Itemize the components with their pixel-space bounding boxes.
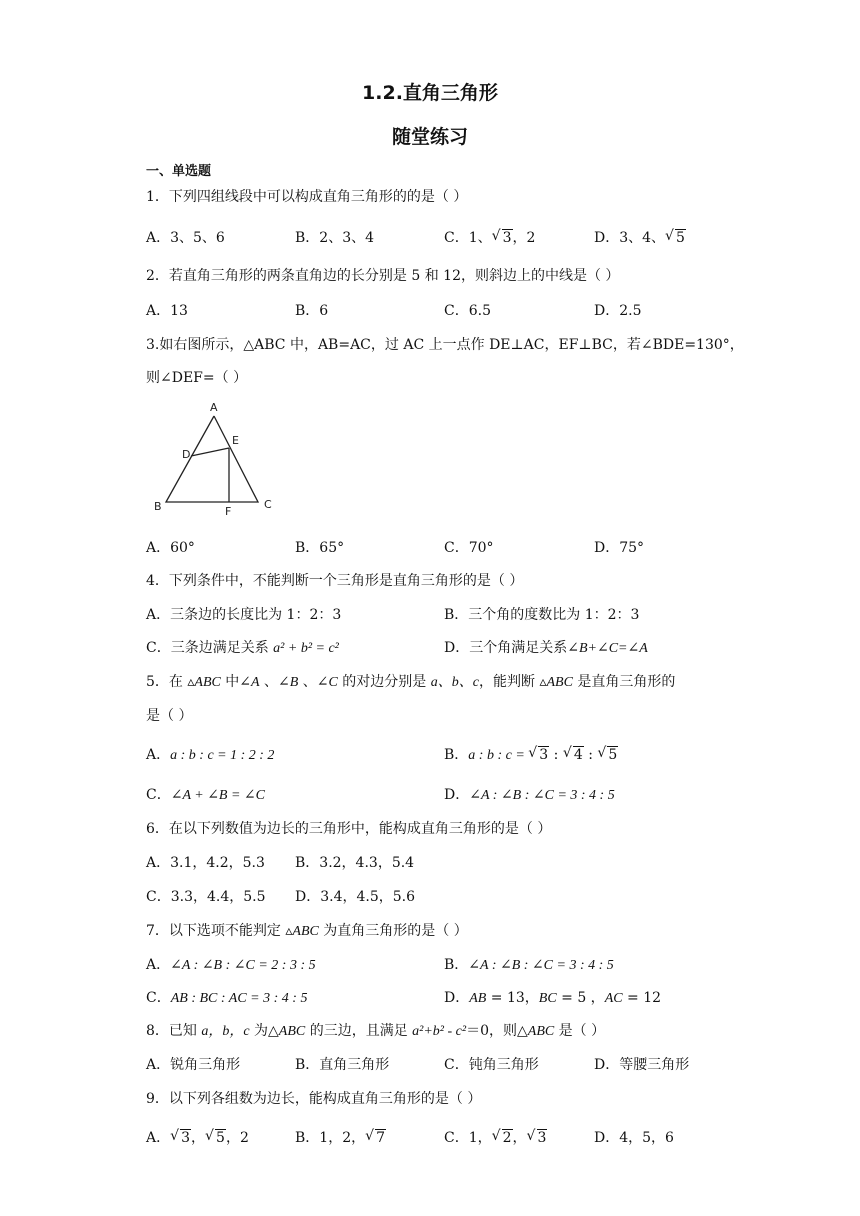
q4-option-c: C．三条边满足关系 a² + b² = c² (146, 640, 339, 656)
page-subtitle: 随堂练习 (391, 126, 468, 148)
q5-option-d: D．∠A : ∠B : ∠C = 3 : 4 : 5 (444, 787, 615, 803)
q1-option-b: B．2、3、4 (295, 230, 375, 246)
q3-option-c: C．70° (444, 540, 494, 556)
segment-de (191, 448, 229, 456)
question-5-stem-line1: 5．在 ▵ABC 中∠A 、∠B 、∠C 的对边分别是 a、b、c，能判断 ▵ABC 是直角三角形的 (146, 674, 676, 690)
q1-option-a: A．3、5、6 (146, 230, 225, 246)
q2-option-d: D．2.5 (594, 303, 642, 319)
q1-option-d: D．3、4、√ 5 (594, 227, 686, 247)
question-3-stem-line1: 3.如右图所示，△ABC 中，AB=AC，过 AC 上一点作 DE⊥AC，EF⊥BC，若∠BDE=130°， (146, 337, 744, 353)
question-1-stem: 1．下列四组线段中可以构成直角三角形的的是（ ） (146, 189, 468, 205)
q1-option-c: C．1、√ 3，2 (444, 227, 535, 247)
label-f: F (225, 505, 232, 516)
question-6-stem: 6．在以下列数值为边长的三角形中，能构成直角三角形的是（ ） (146, 821, 552, 837)
q9-option-a: A．√ 3，√ 5，2 (146, 1127, 249, 1147)
q8-option-d: D．等腰三角形 (594, 1057, 690, 1073)
q4-option-d: D．三个角满足关系∠B+∠C=∠A (444, 640, 648, 656)
q7-option-c: C．AB : BC : AC = 3 : 4 : 5 (146, 990, 308, 1006)
question-5-stem-line2: 是（ ） (146, 708, 193, 724)
triangle-figure (148, 398, 278, 516)
q5-option-b: B．a : b : c = √ 3 : √ 4 : √ 5 (444, 744, 618, 764)
q7-option-d: D．AB = 13，BC = 5 ，AC = 12 (444, 990, 662, 1006)
q6-option-b: B．3.2，4.3，5.4 (295, 855, 415, 871)
q3-option-b: B．65° (295, 540, 345, 556)
q6-option-d: D．3.4，4.5，5.6 (295, 889, 416, 905)
triangle-abc (166, 416, 258, 502)
q9-option-b: B．1，2，√ 7 (295, 1127, 386, 1147)
q7-option-b: B．∠A : ∠B : ∠C = 3 : 4 : 5 (444, 957, 614, 973)
q5-option-a: A．a : b : c = 1 : 2 : 2 (146, 747, 275, 763)
q4-option-b: B．三个角的度数比为 1：2：3 (444, 607, 640, 623)
q2-option-c: C．6.5 (444, 303, 491, 319)
sqrt-symbol: √ 5 (665, 230, 686, 246)
label-c: C (264, 498, 272, 511)
section-heading: 一、单选题 (146, 164, 212, 179)
label-d: D (182, 448, 191, 461)
question-8-stem: 8．已知 a，b，c 为△ABC 的三边，且满足 a²+b² - c²＝0，则△ABC 是（ ） (146, 1023, 606, 1039)
q3-option-d: D．75° (594, 540, 645, 556)
page-title: 1.2.直角三角形 (362, 82, 498, 104)
q2-option-b: B．6 (295, 303, 329, 319)
q6-option-c: C．3.3，4.4，5.5 (146, 889, 266, 905)
question-2-stem: 2．若直角三角形的两条直角边的长分别是 5 和 12，则斜边上的中线是（ ） (146, 268, 620, 284)
q7-option-a: A．∠A : ∠B : ∠C = 2 : 3 : 5 (146, 957, 316, 973)
q9-option-d: D．4，5，6 (594, 1130, 674, 1146)
q8-option-b: B．直角三角形 (295, 1057, 390, 1073)
sqrt-symbol: √ 3 (492, 230, 513, 246)
q9-option-c: C．1，√ 2，√ 3 (444, 1127, 547, 1147)
label-b: B (154, 500, 162, 513)
q3-option-a: A．60° (146, 540, 195, 556)
question-9-stem: 9．以下列各组数为边长，能构成直角三角形的是（ ） (146, 1091, 482, 1107)
label-e: E (232, 434, 239, 447)
label-a: A (210, 401, 218, 414)
q2-option-a: A．13 (146, 303, 188, 319)
question-4-stem: 4．下列条件中，不能判断一个三角形是直角三角形的是（ ） (146, 573, 524, 589)
q6-option-a: A．3.1，4.2，5.3 (146, 855, 265, 871)
q8-option-a: A．锐角三角形 (146, 1057, 241, 1073)
question-7-stem: 7．以下选项不能判定 ▵ABC 为直角三角形的是（ ） (146, 923, 468, 939)
q5-option-c: C．∠A + ∠B = ∠C (146, 787, 265, 803)
q4-option-a: A．三条边的长度比为 1：2：3 (146, 607, 342, 623)
q8-option-c: C．钝角三角形 (444, 1057, 539, 1073)
question-3-stem-line2: 则∠DEF=（ ） (146, 370, 248, 386)
